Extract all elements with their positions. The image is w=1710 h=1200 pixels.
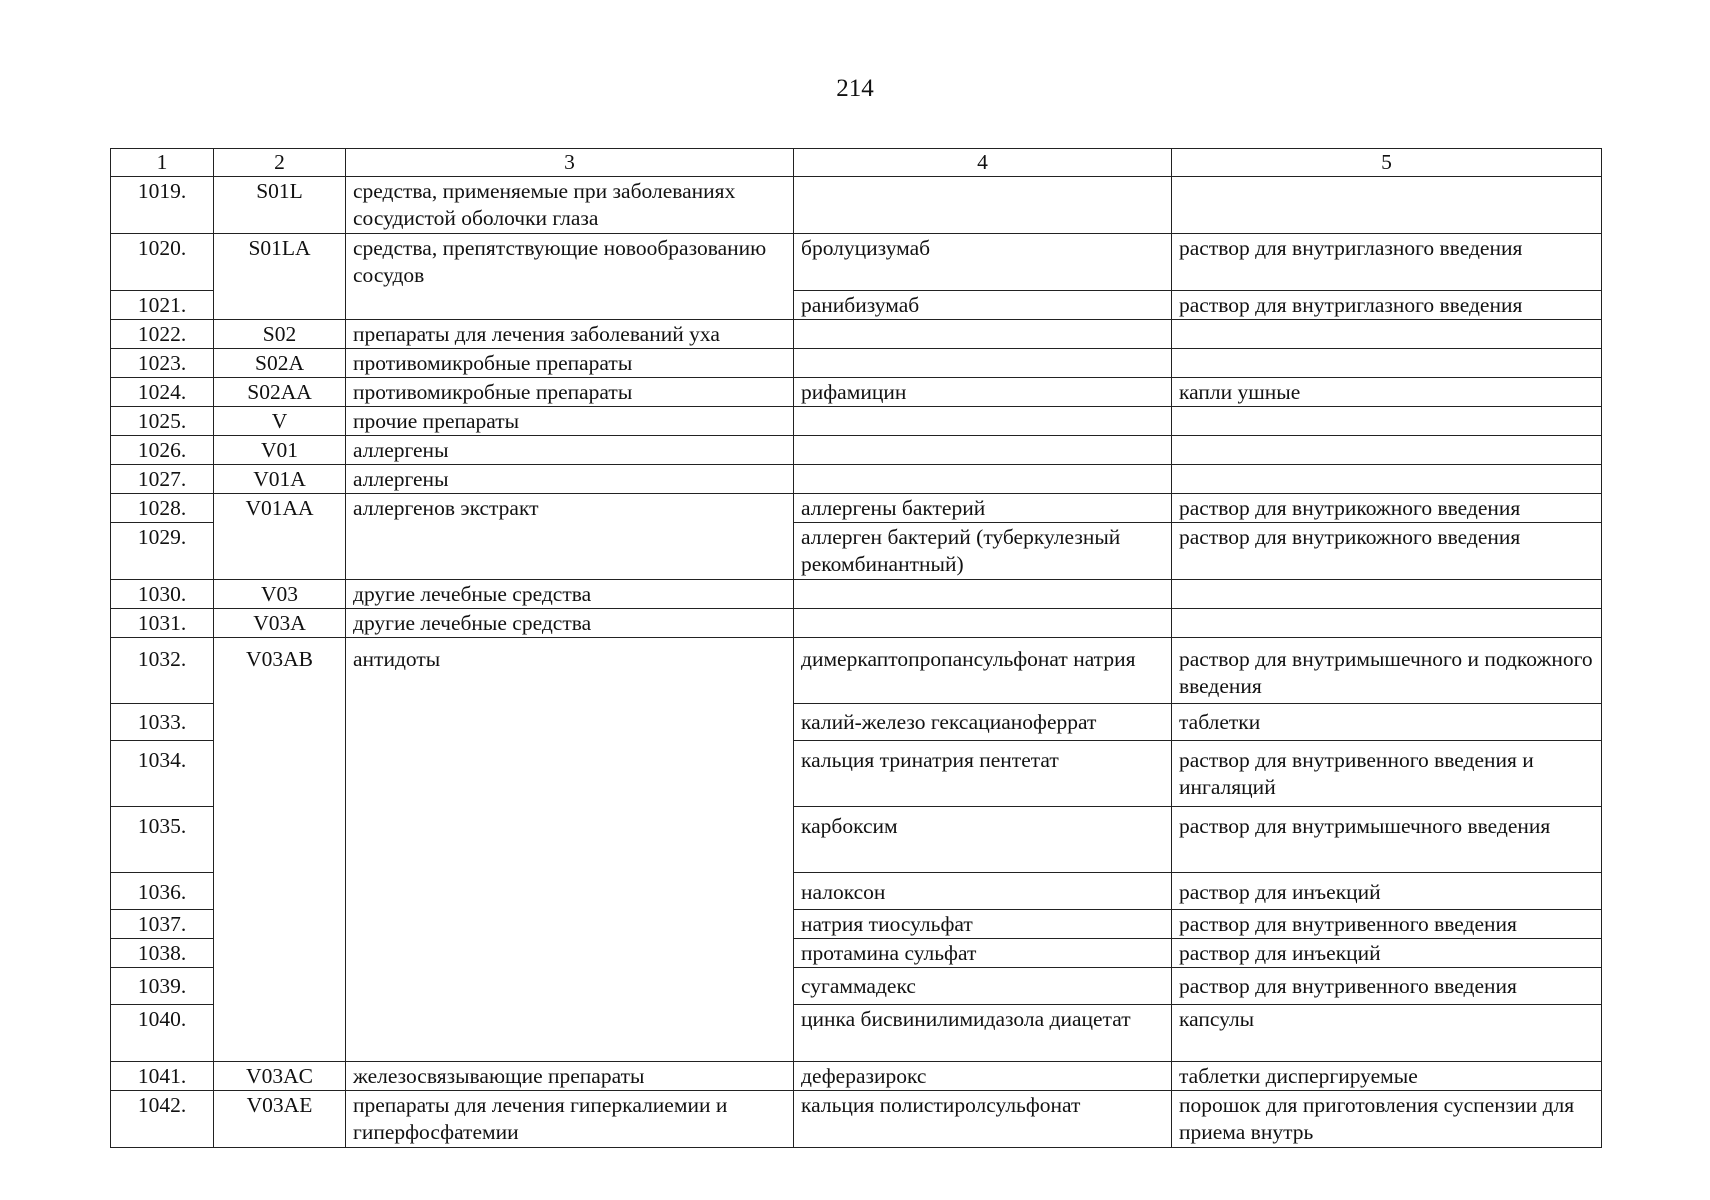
dosage-form bbox=[1172, 177, 1602, 234]
drug-name bbox=[794, 465, 1172, 494]
dosage-form: раствор для внутриглазного введения bbox=[1172, 291, 1602, 320]
atc-code: V01A bbox=[214, 465, 346, 494]
dosage-form bbox=[1172, 320, 1602, 349]
row-number: 1031. bbox=[111, 609, 214, 638]
atc-group: препараты для лечения заболеваний уха bbox=[346, 320, 794, 349]
dosage-form: капсулы bbox=[1172, 1005, 1602, 1062]
atc-group: аллергены bbox=[346, 465, 794, 494]
row-number: 1036. bbox=[111, 873, 214, 910]
dosage-form: раствор для внутривенного введения и ингаляций bbox=[1172, 741, 1602, 807]
table-row bbox=[111, 638, 1602, 704]
table-row bbox=[111, 580, 1602, 609]
dosage-form: таблетки bbox=[1172, 704, 1602, 741]
drug-name: натрия тиосульфат bbox=[794, 910, 1172, 939]
atc-code: V03AE bbox=[214, 1091, 346, 1148]
atc-code: S02A bbox=[214, 349, 346, 378]
atc-code: V03AB bbox=[214, 638, 346, 1062]
atc-group: противомикробные препараты bbox=[346, 378, 794, 407]
drug-name bbox=[794, 436, 1172, 465]
medicines-table bbox=[110, 148, 1602, 1148]
drug-name bbox=[794, 320, 1172, 349]
row-number: 1040. bbox=[111, 1005, 214, 1062]
drug-name: калий-железо гексацианоферрат bbox=[794, 704, 1172, 741]
atc-code: S02AA bbox=[214, 378, 346, 407]
dosage-form bbox=[1172, 609, 1602, 638]
atc-group: другие лечебные средства bbox=[346, 609, 794, 638]
atc-code: V01 bbox=[214, 436, 346, 465]
dosage-form: раствор для инъекций bbox=[1172, 939, 1602, 968]
row-number: 1025. bbox=[111, 407, 214, 436]
drug-name: рифамицин bbox=[794, 378, 1172, 407]
header-col-3: 3 bbox=[346, 149, 794, 177]
atc-group: аллергенов экстракт bbox=[346, 494, 794, 580]
row-number: 1038. bbox=[111, 939, 214, 968]
row-number: 1022. bbox=[111, 320, 214, 349]
table-row bbox=[111, 378, 1602, 407]
header-col-2: 2 bbox=[214, 149, 346, 177]
dosage-form: таблетки диспергируемые bbox=[1172, 1062, 1602, 1091]
atc-code: S01L bbox=[214, 177, 346, 234]
row-number: 1035. bbox=[111, 807, 214, 873]
drug-name bbox=[794, 580, 1172, 609]
row-number: 1020. bbox=[111, 234, 214, 291]
atc-group: железосвязывающие препараты bbox=[346, 1062, 794, 1091]
atc-code: V03A bbox=[214, 609, 346, 638]
header-col-1: 1 bbox=[111, 149, 214, 177]
drug-name bbox=[794, 177, 1172, 234]
dosage-form: раствор для внутрикожного введения bbox=[1172, 494, 1602, 523]
atc-code: S01LA bbox=[214, 234, 346, 320]
header-col-5: 5 bbox=[1172, 149, 1602, 177]
table-row bbox=[111, 465, 1602, 494]
atc-group: средства, применяемые при заболеваниях сосудистой оболочки глаза bbox=[346, 177, 794, 234]
drug-name: протамина сульфат bbox=[794, 939, 1172, 968]
table-row bbox=[111, 1062, 1602, 1091]
row-number: 1029. bbox=[111, 523, 214, 580]
dosage-form: раствор для внутривенного введения bbox=[1172, 968, 1602, 1005]
table-row bbox=[111, 349, 1602, 378]
atc-code: V03 bbox=[214, 580, 346, 609]
drug-name: сугаммадекс bbox=[794, 968, 1172, 1005]
row-number: 1024. bbox=[111, 378, 214, 407]
row-number: 1034. bbox=[111, 741, 214, 807]
table-header-row bbox=[111, 149, 1602, 177]
row-number: 1030. bbox=[111, 580, 214, 609]
drug-name bbox=[794, 349, 1172, 378]
drug-name: аллерген бактерий (туберкулезный рекомбинантный) bbox=[794, 523, 1172, 580]
row-number: 1026. bbox=[111, 436, 214, 465]
drug-name: кальция полистиролсульфонат bbox=[794, 1091, 1172, 1148]
dosage-form bbox=[1172, 436, 1602, 465]
atc-group: средства, препятствующие новообразованию сосудов bbox=[346, 234, 794, 320]
atc-code: V03AC bbox=[214, 1062, 346, 1091]
table-row bbox=[111, 609, 1602, 638]
dosage-form: раствор для инъекций bbox=[1172, 873, 1602, 910]
table-row bbox=[111, 177, 1602, 234]
dosage-form: раствор для внутримышечного введения bbox=[1172, 807, 1602, 873]
dosage-form bbox=[1172, 349, 1602, 378]
dosage-form bbox=[1172, 407, 1602, 436]
row-number: 1039. bbox=[111, 968, 214, 1005]
drug-name: карбоксим bbox=[794, 807, 1172, 873]
drug-name bbox=[794, 407, 1172, 436]
dosage-form: капли ушные bbox=[1172, 378, 1602, 407]
table-row bbox=[111, 494, 1602, 523]
page-number: 214 bbox=[836, 75, 874, 102]
drug-name: димеркаптопропансульфонат натрия bbox=[794, 638, 1172, 704]
drug-name: бролуцизумаб bbox=[794, 234, 1172, 291]
drug-name: цинка бисвинилимидазола диацетат bbox=[794, 1005, 1172, 1062]
row-number: 1033. bbox=[111, 704, 214, 741]
dosage-form: раствор для внутримышечного и подкожного введения bbox=[1172, 638, 1602, 704]
drug-name bbox=[794, 609, 1172, 638]
atc-code: S02 bbox=[214, 320, 346, 349]
row-number: 1027. bbox=[111, 465, 214, 494]
row-number: 1021. bbox=[111, 291, 214, 320]
atc-code: V01AA bbox=[214, 494, 346, 580]
dosage-form: порошок для приготовления суспензии для приема внутрь bbox=[1172, 1091, 1602, 1148]
dosage-form bbox=[1172, 465, 1602, 494]
row-number: 1028. bbox=[111, 494, 214, 523]
row-number: 1023. bbox=[111, 349, 214, 378]
dosage-form: раствор для внутрикожного введения bbox=[1172, 523, 1602, 580]
atc-group: аллергены bbox=[346, 436, 794, 465]
table-row bbox=[111, 1091, 1602, 1148]
atc-group: противомикробные препараты bbox=[346, 349, 794, 378]
row-number: 1037. bbox=[111, 910, 214, 939]
atc-group: антидоты bbox=[346, 638, 794, 1062]
drug-name: ранибизумаб bbox=[794, 291, 1172, 320]
table-row bbox=[111, 436, 1602, 465]
drug-name: налоксон bbox=[794, 873, 1172, 910]
row-number: 1041. bbox=[111, 1062, 214, 1091]
header-col-4: 4 bbox=[794, 149, 1172, 177]
atc-code: V bbox=[214, 407, 346, 436]
atc-group: прочие препараты bbox=[346, 407, 794, 436]
drug-name: деферазирокс bbox=[794, 1062, 1172, 1091]
atc-group: препараты для лечения гиперкалиемии и гиперфосфатемии bbox=[346, 1091, 794, 1148]
atc-group: другие лечебные средства bbox=[346, 580, 794, 609]
row-number: 1019. bbox=[111, 177, 214, 234]
dosage-form: раствор для внутривенного введения bbox=[1172, 910, 1602, 939]
drug-name: аллергены бактерий bbox=[794, 494, 1172, 523]
table-row bbox=[111, 320, 1602, 349]
dosage-form bbox=[1172, 580, 1602, 609]
row-number: 1032. bbox=[111, 638, 214, 704]
table-row bbox=[111, 407, 1602, 436]
row-number: 1042. bbox=[111, 1091, 214, 1148]
table-row bbox=[111, 234, 1602, 291]
dosage-form: раствор для внутриглазного введения bbox=[1172, 234, 1602, 291]
drug-name: кальция тринатрия пентетат bbox=[794, 741, 1172, 807]
